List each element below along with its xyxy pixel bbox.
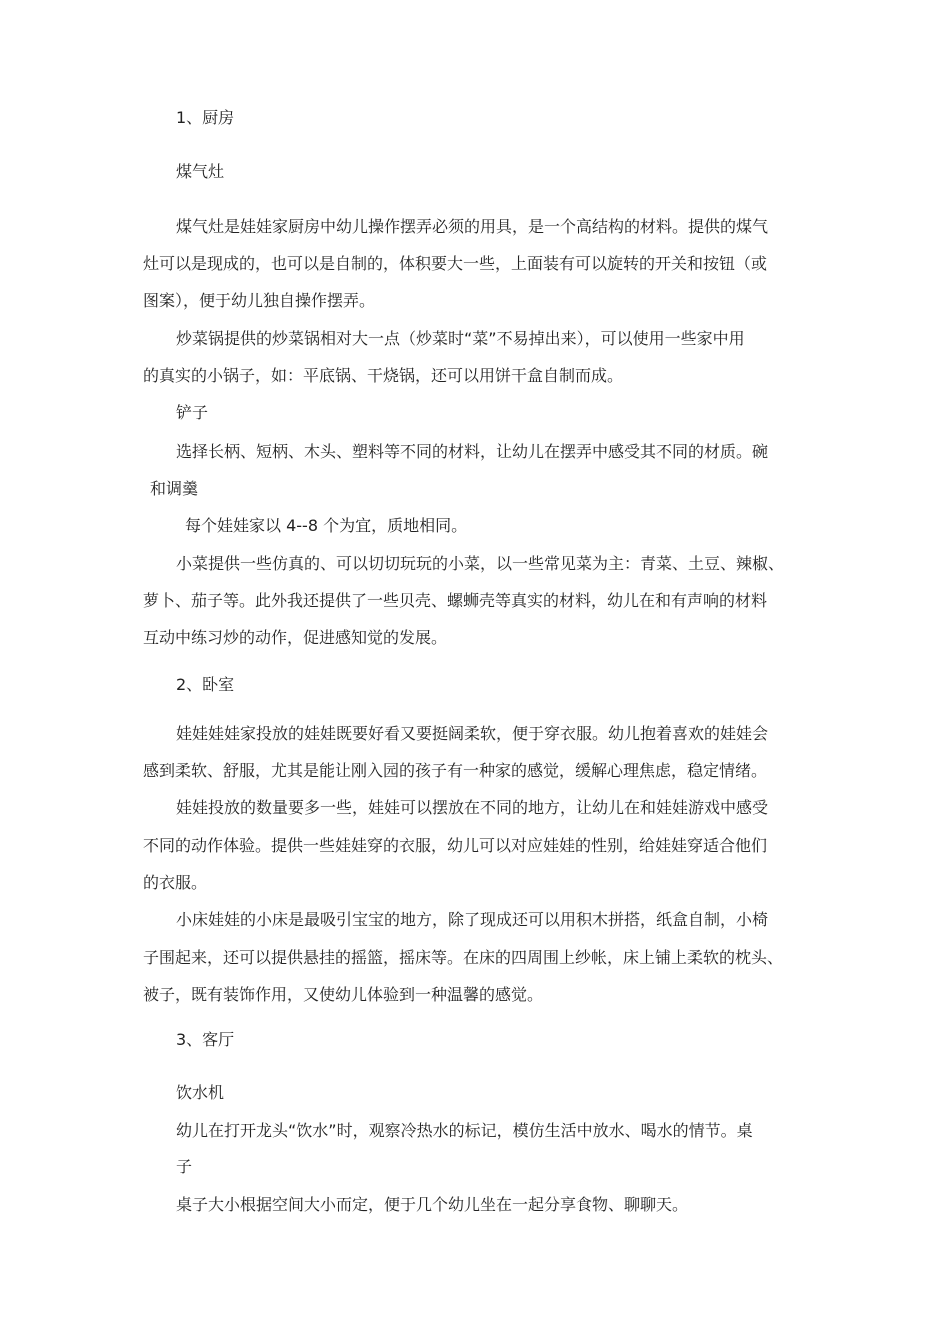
paragraph-line: 互动中练习炒的动作，促进感知觉的发展。 (143, 628, 448, 647)
item-heading-water-dispenser: 饮水机 (176, 1083, 225, 1102)
paragraph-line: 娃娃娃娃家投放的娃娃既要好看又要挺阔柔软，便于穿衣服。幼儿抱着喜欢的娃娃会 (176, 724, 769, 743)
paragraph-line: 煤气灶是娃娃家厨房中幼儿操作摆弄必须的用具，是一个高结构的材料。提供的煤气 (176, 217, 769, 236)
item-heading-gas-stove: 煤气灶 (176, 162, 225, 181)
paragraph-line: 炒菜锅提供的炒菜锅相对大一点（炒菜时“菜”不易掉出来），可以使用一些家中用 (176, 329, 745, 348)
paragraph-line: 灶可以是现成的，也可以是自制的，体积要大一些，上面装有可以旋转的开关和按钮（或 (143, 254, 768, 273)
paragraph-line: 不同的动作体验。提供一些娃娃穿的衣服，幼儿可以对应娃娃的性别，给娃娃穿适合他们 (143, 836, 768, 855)
paragraph-line: 桌子大小根据空间大小而定，便于几个幼儿坐在一起分享食物、聊聊天。 (176, 1195, 689, 1214)
paragraph-line: 被子，既有装饰作用，又使幼儿体验到一种温馨的感觉。 (143, 985, 544, 1004)
paragraph-line: 图案），便于幼儿独自操作摆弄。 (143, 291, 376, 310)
paragraph-line: 子 (176, 1157, 193, 1176)
paragraph-line: 的真实的小锅子，如：平底锅、干烧锅，还可以用饼干盒自制而成。 (143, 366, 624, 385)
paragraph-line: 小菜提供一些仿真的、可以切切玩玩的小菜，以一些常见菜为主：青菜、土豆、辣椒、 (176, 554, 785, 573)
paragraph-line: 子围起来，还可以提供悬挂的摇篮，摇床等。在床的四周围上纱帐，床上铺上柔软的枕头、 (143, 948, 784, 967)
section-heading-kitchen: 1、厨房 (176, 108, 235, 127)
paragraph-line: 每个娃娃家以 4--8 个为宜，质地相同。 (185, 516, 468, 535)
item-heading-spatula: 铲子 (176, 403, 209, 422)
paragraph-line: 选择长柄、短柄、木头、塑料等不同的材料，让幼儿在摆弄中感受其不同的材质。碗 (176, 442, 769, 461)
paragraph-line: 的衣服。 (143, 873, 208, 892)
section-heading-living-room: 3、客厅 (176, 1030, 235, 1049)
paragraph-line: 娃娃投放的数量要多一些，娃娃可以摆放在不同的地方，让幼儿在和娃娃游戏中感受 (176, 798, 769, 817)
paragraph-line: 萝卜、茄子等。此外我还提供了一些贝壳、螺蛳壳等真实的材料，幼儿在和有声响的材料 (143, 591, 768, 610)
paragraph-line: 幼儿在打开龙头“饮水”时，观察冷热水的标记，模仿生活中放水、喝水的情节。桌 (176, 1121, 753, 1140)
paragraph-line: 小床娃娃的小床是最吸引宝宝的地方，除了现成还可以用积木拼搭，纸盒自制，小椅 (176, 910, 769, 929)
paragraph-line: 和调羹 (150, 479, 199, 498)
paragraph-line: 感到柔软、舒服，尤其是能让刚入园的孩子有一种家的感觉，缓解心理焦虑，稳定情绪。 (143, 761, 768, 780)
section-heading-bedroom: 2、卧室 (176, 675, 235, 694)
